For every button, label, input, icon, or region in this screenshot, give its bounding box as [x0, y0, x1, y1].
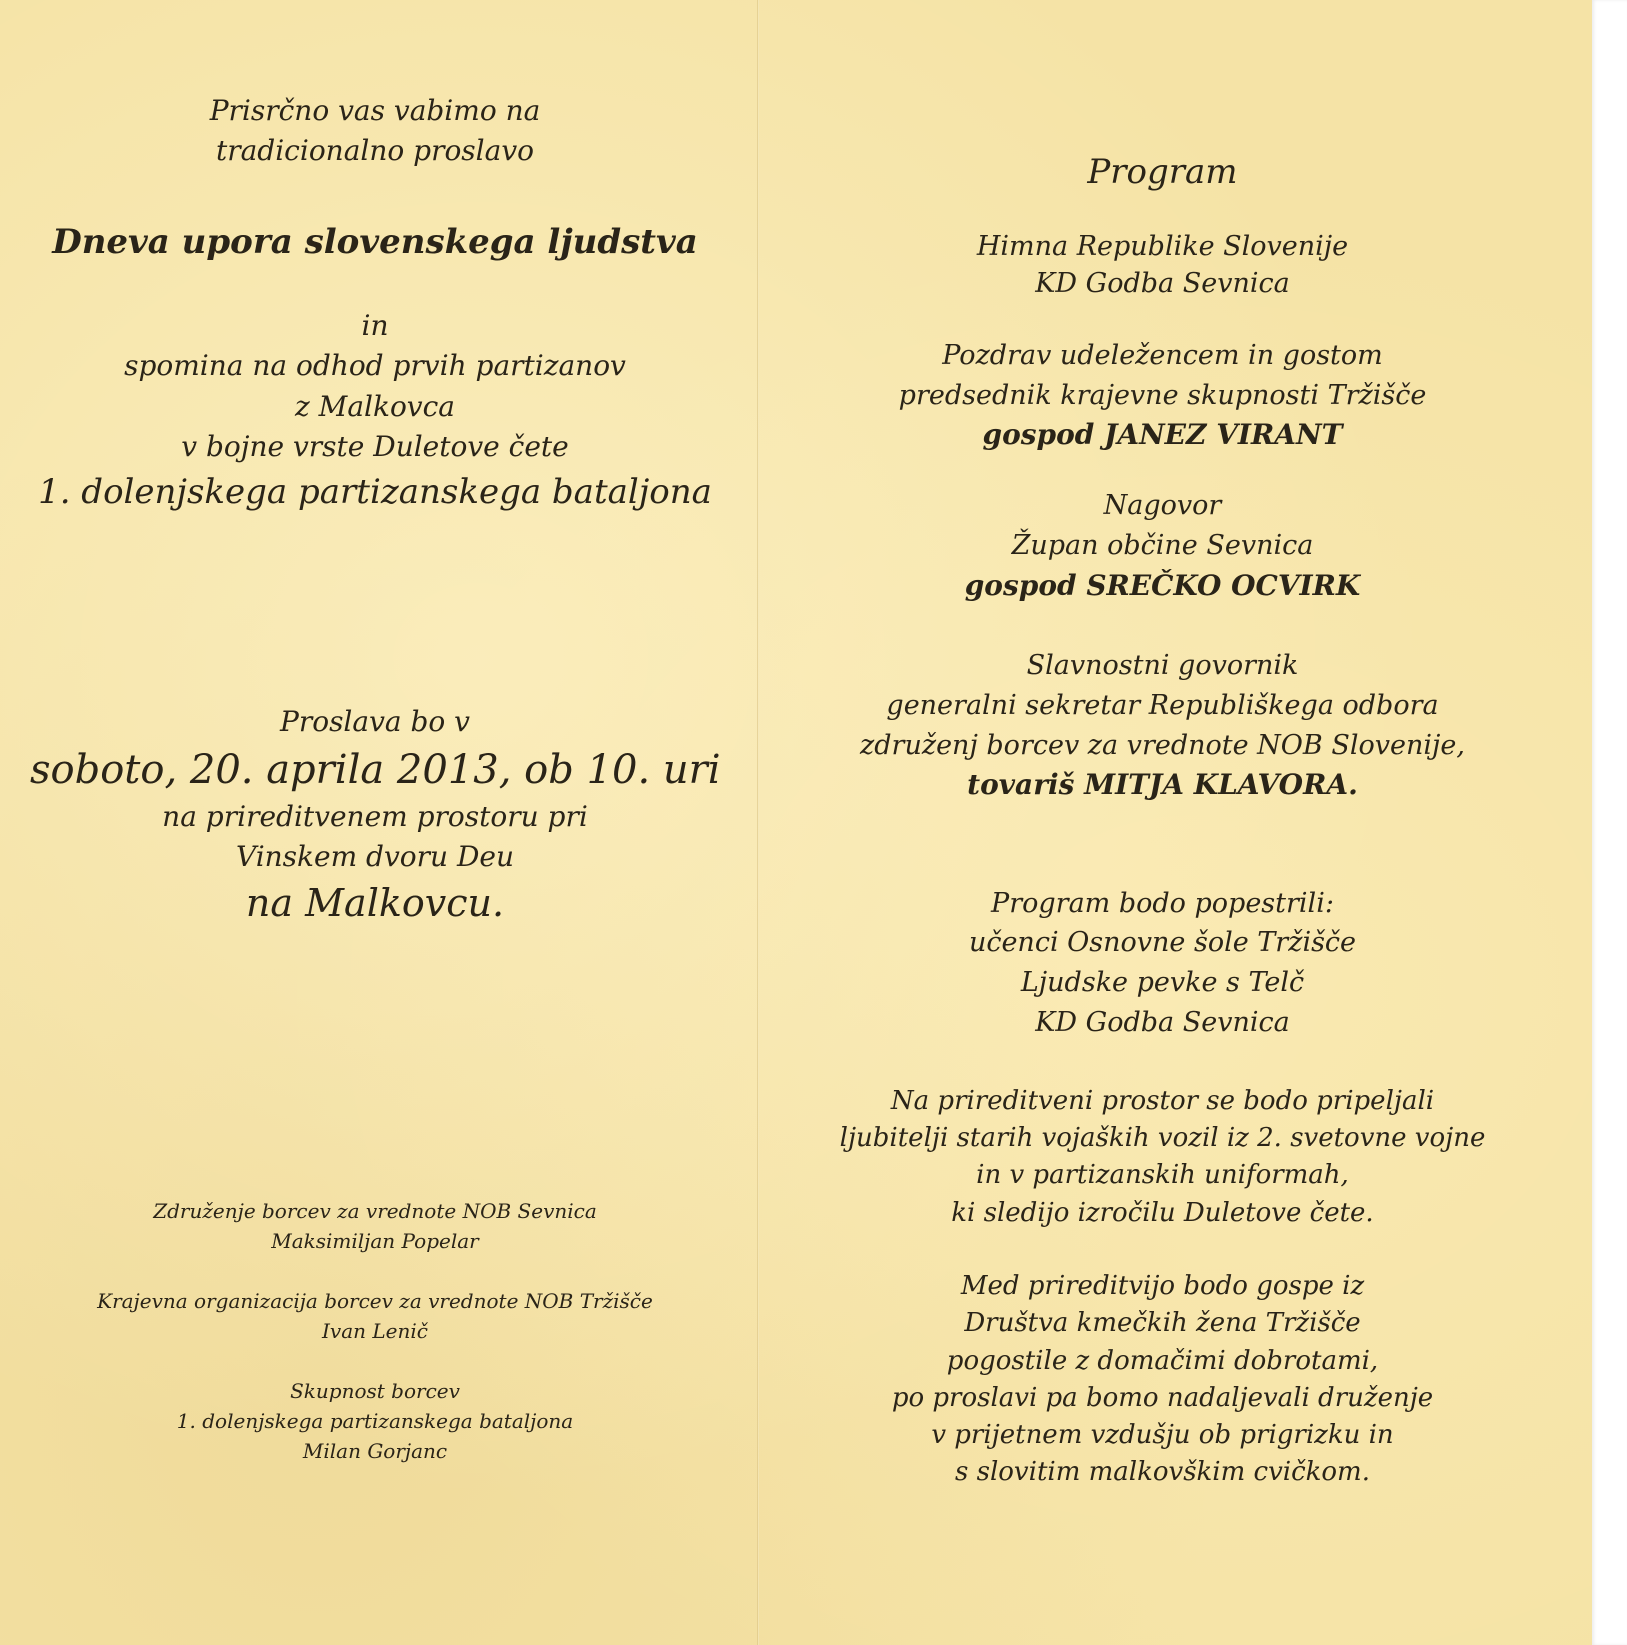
item3-line-2: Župan občine Sevnica [1011, 530, 1314, 561]
food-line-2: Društva kmečkih žena Tržišče [964, 1308, 1361, 1338]
food-line-1: Med prireditvijo bodo gospe iz [960, 1271, 1365, 1301]
place-line-2: Vinskem dvoru Deu [235, 840, 515, 873]
food-line-6: s slovitim malkovškim cvičkom. [955, 1457, 1370, 1487]
performer-1: učenci Osnovne šole Tržišče [968, 927, 1357, 958]
item1-line-2: KD Godba Sevnica [1035, 268, 1290, 299]
org1-person: Maksimiljan Popelar [271, 1229, 479, 1253]
food-line-5: v prijetnem vzdušju ob prigrizku in [931, 1420, 1394, 1450]
memory-line-3: v bojne vrste Duletove čete [181, 430, 569, 463]
scan-margin [1592, 0, 1627, 1645]
invite-line-2: tradicionalno proslavo [215, 134, 535, 167]
memory-line-2: z Malkovca [295, 390, 455, 423]
place-line-3: na Malkovcu. [245, 881, 505, 925]
event-title: Dneva upora slovenskega ljudstva [52, 222, 698, 262]
invite-line-1: Prisrčno vas vabimo na [209, 94, 541, 127]
food-line-4: po proslavi pa bomo nadaljevali druženje [891, 1383, 1434, 1413]
memory-line-1: spomina na odhod prvih partizanov [124, 349, 626, 382]
program-heading: Program [1087, 152, 1238, 192]
org3-name-line-1: Skupnost borcev [290, 1379, 460, 1403]
place-line-1: na prireditvenem prostoru pri [162, 800, 588, 833]
item1-line-1: Himna Republike Slovenije [976, 231, 1349, 262]
org2-name: Krajevna organizacija borcev za vrednote NOB Tržišče [97, 1289, 653, 1313]
item2-line-2: predsednik krajevne skupnosti Tržišče [898, 380, 1427, 411]
in-word: in [361, 309, 389, 342]
item2-speaker: gospod JANEZ VIRANT [982, 418, 1343, 451]
item3-line-1: Nagovor [1103, 490, 1222, 521]
org3-name-line-2: 1. dolenjskega partizanskega bataljona [176, 1409, 574, 1433]
performer-3: KD Godba Sevnica [1035, 1007, 1290, 1038]
performer-2: Ljudske pevke s Telč [1020, 967, 1305, 998]
memory-line-4: 1. dolenjskega partizanskega bataljona [38, 472, 712, 512]
item4-line-1: Slavnostni govornik [1026, 650, 1299, 681]
item2-line-1: Pozdrav udeležencem in gostom [942, 340, 1383, 371]
item3-speaker: gospod SREČKO OCVIRK [964, 569, 1361, 602]
org1-name: Združenje borcev za vrednote NOB Sevnica [153, 1199, 597, 1223]
item4-line-2: generalni sekretar Republiškega odbora [886, 690, 1439, 721]
fold-line [757, 0, 759, 1645]
item4-line-3: združenj borcev za vrednote NOB Slovenije, [860, 730, 1465, 761]
org2-person: Ivan Lenič [322, 1319, 428, 1343]
vehicles-line-2: ljubitelji starih vojaških vozil iz 2. svetovne vojne [839, 1123, 1486, 1153]
vehicles-line-3: in v partizanskih uniformah, [976, 1160, 1349, 1190]
org3-person: Milan Gorjanc [302, 1439, 448, 1463]
performers-intro: Program bodo popestrili: [991, 888, 1334, 919]
vehicles-line-4: ki sledijo izročilu Duletove čete. [951, 1198, 1374, 1228]
item4-speaker: tovariš MITJA KLAVORA. [967, 768, 1358, 801]
vehicles-line-1: Na prireditveni prostor se bodo pripeljali [890, 1086, 1435, 1116]
food-line-3: pogostile z domačimi dobrotami, [946, 1346, 1379, 1376]
date-time: soboto, 20. aprila 2013, ob 10. uri [30, 747, 721, 793]
date-intro: Proslava bo v [279, 705, 470, 738]
